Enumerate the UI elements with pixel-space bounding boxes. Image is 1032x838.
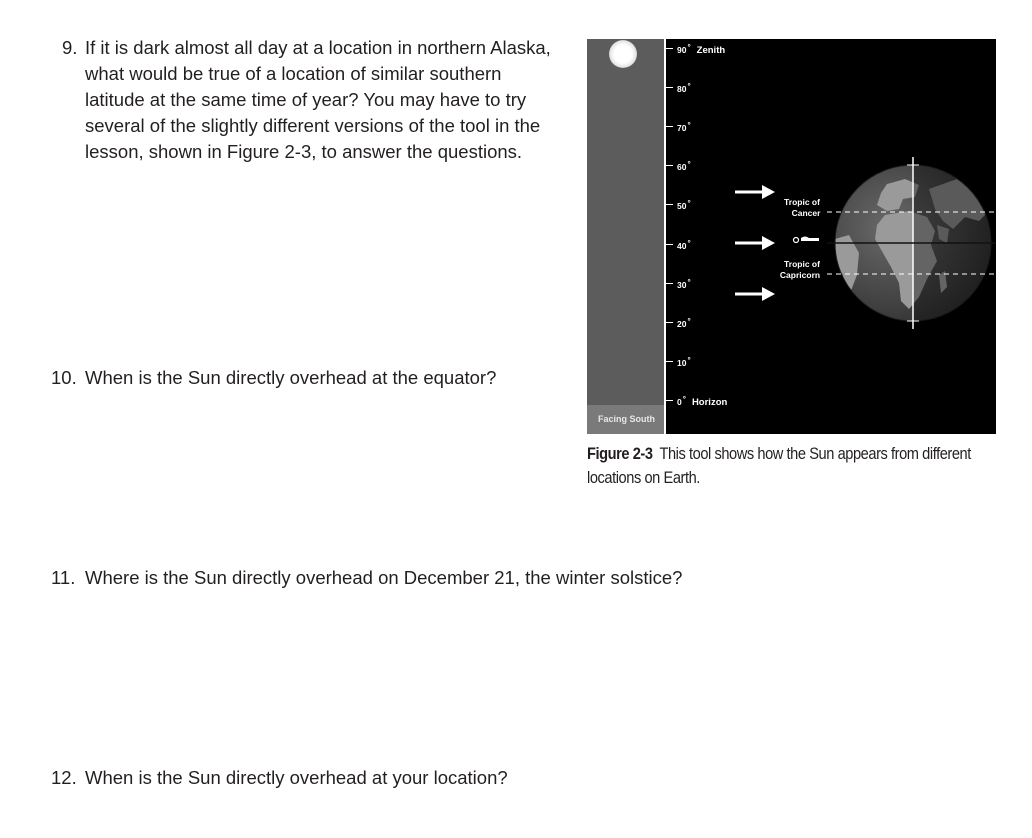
figure-caption [587,442,997,490]
question-text: When is the Sun directly overhead at the equator? [85,367,497,388]
question-10 [51,365,571,391]
altitude-tick-label: 30° [677,278,691,290]
question-text: Where is the Sun directly overhead on December 21, the winter solstice? [85,567,683,588]
earth-diagram [587,39,996,434]
altitude-tick-label: 0° Horizon [677,395,728,408]
altitude-tick-label: 70° [677,121,691,133]
facing-direction-label: Facing South [587,405,664,434]
tropic-of-capricorn-label-line1: Tropic of [784,259,820,269]
arrow-icon [735,185,775,199]
question-number: 12. [51,767,77,788]
tropic-of-cancer-label-line1: Tropic of [784,197,820,207]
question-11 [51,565,771,591]
arrow-icon [735,287,775,301]
question-number: 11. [51,567,76,588]
tropic-of-capricorn-label-line2: Capricorn [779,270,821,280]
altitude-tick-label: 20° [677,317,691,329]
altitude-tick-label: 80° [677,82,691,94]
altitude-tick-label: 50° [677,199,691,211]
arrow-icon [735,236,775,250]
question-12 [51,765,771,791]
altitude-tick-label: 10° [677,356,691,368]
altitude-tick-label: 90° Zenith [677,43,726,56]
question-number: 10. [51,367,77,388]
question-text: When is the Sun directly overhead at your location? [85,767,508,788]
figure-label: Figure 2-3 [587,444,653,463]
question-text: If it is dark almost all day at a location in northern Alaska, what would be true of a location of similar southern latitude at the same time of year? You may have to try several of the slightly different versions of the tool in the lesson, shown in Figure 2-3, to answer the questions. [85,37,551,162]
sun-angle-figure [587,39,996,434]
question-9 [62,35,562,165]
question-number: 9. [62,37,78,58]
altitude-tick-label: 60° [677,160,691,172]
observer-icon [794,237,820,243]
caption-text: This tool shows how the Sun appears from different locations on Earth. [587,444,971,487]
sunlight-arrows [735,185,775,301]
tropic-of-cancer-label-line2: Cancer [791,208,821,218]
altitude-tick-label: 40° [677,239,691,251]
